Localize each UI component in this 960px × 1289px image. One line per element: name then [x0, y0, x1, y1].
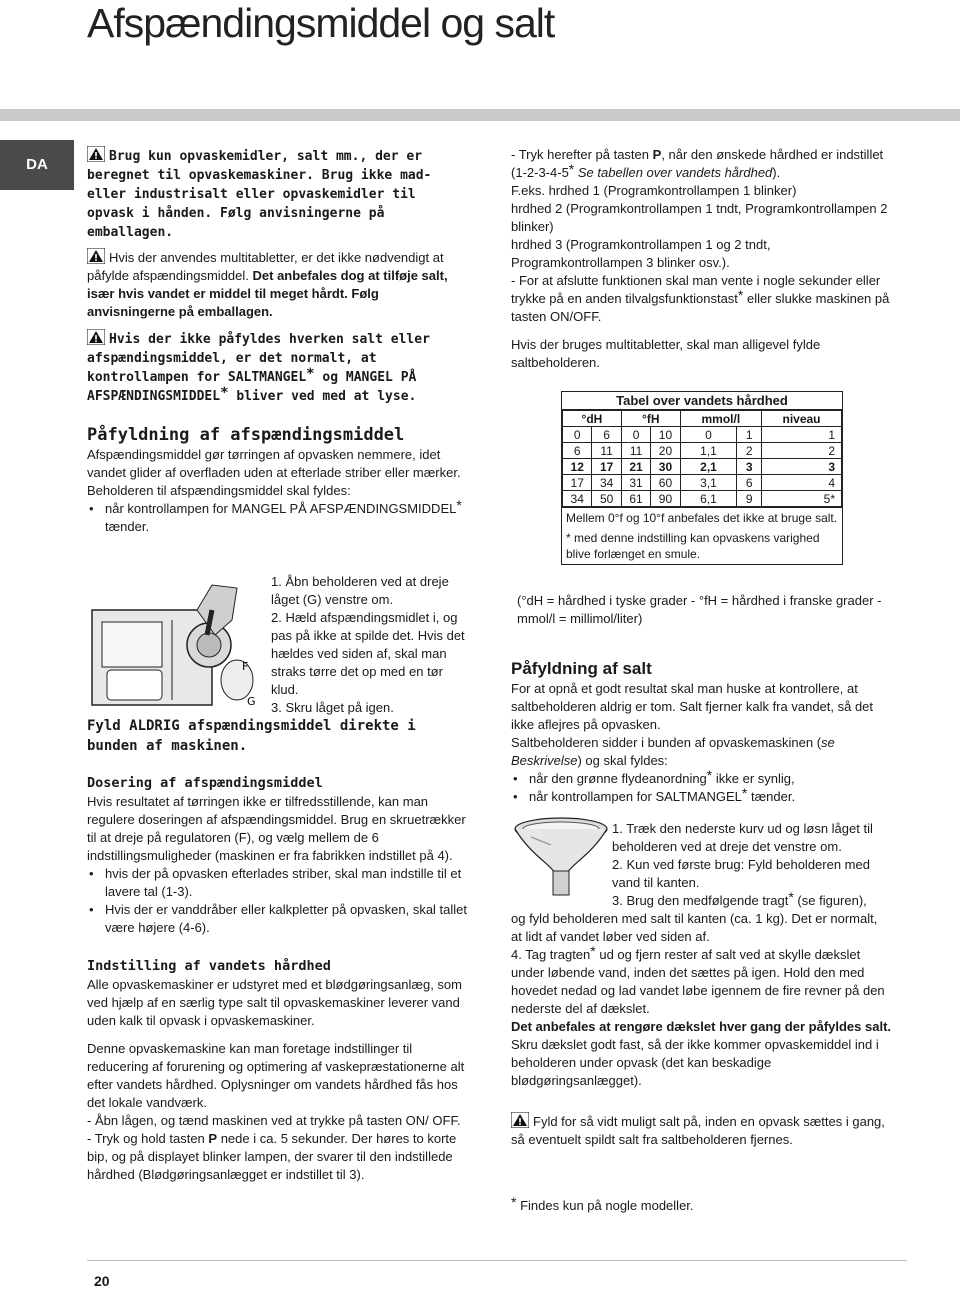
table-cell: 6,1	[680, 491, 737, 507]
table-cell: 11	[592, 443, 621, 459]
rinse-intro: Afspændingsmiddel gør tørringen af opvasken nemmere, idet vandet glider af overfladen uden at efterlade striber eller mærker.	[87, 447, 461, 480]
salt-intro: For at opnå et godt resultat skal man huske at kontrollere, at saltbeholderen aldrig er tom. Salt fjerner kalk fra vandet, så det ikke aflejres på opvasken.	[511, 681, 874, 732]
salt-bullet-b: ikke er synlig,	[715, 771, 795, 786]
table-title: Tabel over vandets hårdhed	[562, 392, 842, 410]
salt-recommendation: Det anbefales at rengøre dækslet hver gang der påfyldes salt.	[511, 1019, 892, 1034]
asterisk: *	[590, 943, 596, 959]
table-cell: 0	[621, 427, 650, 443]
table-cell: 90	[651, 491, 680, 507]
table-row	[563, 459, 842, 475]
example-2: hrdhed 2 (Programkontrollampen 1 tndt, Programkontrollampen 2 blinker)	[511, 201, 888, 234]
funnel-figure	[511, 815, 611, 900]
asterisk: *	[568, 161, 575, 177]
table-header: niveau	[761, 411, 841, 427]
table-cell: 1	[761, 427, 841, 443]
warning-icon	[87, 248, 105, 264]
page-title: Afspændingsmiddel og salt	[87, 0, 555, 46]
table-row	[563, 427, 842, 443]
salt-location-italic: se Beskrivelse	[511, 735, 835, 768]
salt-location-a: Saltbeholderen sidder i bunden af opvaskemaskinen (	[511, 735, 822, 750]
finish-function	[511, 272, 891, 326]
hardness-confirm	[511, 146, 891, 182]
heading-rinse-aid: Påfyldning af afspændingsmiddel	[87, 425, 405, 445]
table-cell: 2	[737, 443, 762, 459]
warning-salt	[511, 1112, 891, 1149]
hardness-p4-b: nede i ca. 5 sekunder. Der høres to korte bip, og på displayet blinker lampen, der svarer til den indstillede hårdhed (Blødgøringsanlægget er indstillet til 3).	[87, 1131, 457, 1182]
right-column-lower	[511, 592, 891, 1215]
warning-lamps-b: og MANGEL PÅ AFSPÆNDINGSMIDDEL	[87, 370, 417, 404]
asterisk: *	[706, 767, 713, 783]
salt-bullet-d: tænder.	[750, 789, 796, 804]
salt-steps	[612, 820, 891, 910]
warning-multitabs-text: Hvis der anvendes multitabletter, er det ikke nødvendigt at påfylde afspændingsmiddel.	[87, 250, 444, 283]
table-cell: 9	[737, 491, 762, 507]
left-column-lower	[87, 716, 467, 1184]
warning-lamps-c: bliver ved med at lyse.	[236, 389, 417, 404]
never-warning: Fyld ALDRIG afspændingsmiddel direkte i bunden af maskinen.	[87, 718, 416, 754]
table-cell: 17	[563, 475, 592, 491]
hardness-p1: Alle opvaskemaskiner er udstyret med et blødgøringsanlæg, som ved hjælp af en særlig type salt til opvaskemaskiner leverer vand uden kalk til opvask i opvaskemaskiner.	[87, 977, 462, 1028]
table-cell: 0	[680, 427, 737, 443]
table-cell: 20	[651, 443, 680, 459]
salt-location	[511, 734, 891, 770]
table-cell: 11	[621, 443, 650, 459]
rinse-bullet-b: tænder.	[105, 519, 150, 534]
salt-screw-note: Skru dækslet godt fast, så der ikke kommer opvaskemiddel ind i beholderen under opvask (det kan beskadige blødgøringsanlægget).	[511, 1037, 879, 1088]
table-header: °fH	[621, 411, 680, 427]
hardness-p4	[87, 1130, 467, 1184]
asterisk: *	[737, 287, 744, 303]
warning-salt-text: Fyld for så vidt muligt salt på, inden en opvask sættes i gang, så eventuelt spildt salt fra saltbeholderen fjernes.	[511, 1114, 885, 1147]
table-cell: 34	[592, 475, 621, 491]
asterisk: *	[456, 497, 462, 513]
rinse-bullet-a: når kontrollampen for MANGEL PÅ AFSPÆNDINGSMIDDEL	[105, 501, 457, 516]
salt-step-4	[511, 943, 891, 1018]
table-row	[563, 443, 842, 459]
hardness-p4-a: - Tryk og hold tasten	[87, 1131, 205, 1146]
table-header: mmol/l	[680, 411, 761, 427]
example-3: hrdhed 3 (Programkontrollampen 1 og 2 tndt, Programkontrollampen 3 blinker osv.).	[511, 237, 771, 270]
salt-list	[511, 767, 891, 806]
table-cell: 12	[563, 459, 592, 475]
table-cell: 1	[737, 427, 762, 443]
salt-step-3-b: (se figuren),	[797, 893, 867, 908]
warning-icon	[87, 146, 105, 162]
footer-rule	[87, 1260, 907, 1261]
language-tab: DA	[0, 140, 74, 190]
salt-step-4-a: 4. Tag tragten	[511, 947, 591, 962]
table-cell: 3,1	[680, 475, 737, 491]
list-item: • hvis der på opvasken efterlades striber, skal man indstille til et lavere tal (1-3).	[87, 865, 467, 901]
confirm-c: ).	[772, 165, 781, 180]
table-cell: 4	[761, 475, 841, 491]
table-cell: 50	[592, 491, 621, 507]
table-cell: 34	[563, 491, 592, 507]
table-row	[563, 491, 842, 507]
table-cell: 31	[621, 475, 650, 491]
salt-step-2: 2. Kun ved første brug: Fyld beholderen med vand til kanten.	[612, 857, 870, 890]
heading-dosage: Dosering af afspændingsmiddel	[87, 775, 323, 791]
table-cell: 10	[651, 427, 680, 443]
table-header-row	[563, 411, 842, 427]
warning-multitabs-bold: Det anbefales dog at tilføje salt, især hvis vandet er middel til meget hårdt. Følg anvisningerne på emballagen.	[87, 268, 448, 319]
page-number: 20	[94, 1273, 110, 1289]
table-row	[563, 475, 842, 491]
table-cell: 3	[737, 459, 762, 475]
hardness-table	[561, 391, 843, 565]
dosage-list	[87, 865, 467, 937]
table-cell: 17	[592, 459, 621, 475]
salt-bullet-c: når kontrollampen for SALTMANGEL	[529, 789, 742, 804]
rinse-step-1: 1. Åbn beholderen ved at dreje låget (G) venstre om.	[271, 574, 449, 607]
asterisk: *	[511, 1194, 517, 1210]
rinse-fill-when: Beholderen til afspændingsmiddel skal fyldes:	[87, 483, 351, 498]
rinse-list	[87, 497, 467, 536]
header-band	[0, 109, 960, 121]
heading-hardness: Indstilling af vandets hårdhed	[87, 958, 331, 974]
warning-icon	[87, 329, 105, 345]
confirm-italic: Se tabellen over vandets hårdhed	[577, 165, 773, 180]
footnote	[511, 1194, 891, 1215]
asterisk: *	[220, 385, 229, 401]
label-f: F	[242, 660, 249, 673]
table-cell: 21	[621, 459, 650, 475]
table-cell: 1,1	[680, 443, 737, 459]
salt-step-3-a: 3. Brug den medfølgende tragt	[612, 893, 789, 908]
warning-icon	[511, 1112, 529, 1128]
list-item: • Hvis der er vanddråber eller kalkpletter på opvasken, skal tallet være højere (4-6).	[87, 901, 467, 937]
warning-detergents-text: Brug kun opvaskemidler, salt mm., der er beregnet til opvaskemaskiner. Brug ikke mad- eller industrisalt eller opvaskemidler til opvask i hånden. Følg anvisningerne på emballagen.	[87, 149, 432, 240]
dosage-text: Hvis resultatet af tørringen ikke er tilfredsstillende, kan man regulere doseringen af afspændingsmiddel. Brug en skruetrækker til at dreje på regulatoren (F), og vælg mellem de 6 indstillingsmuligheder (maskinen er fra fabrikken indstillet på 4).	[87, 794, 466, 863]
table-cell: 5*	[761, 491, 841, 507]
rinse-dispenser-figure	[87, 580, 267, 715]
table-cell: 2,1	[680, 459, 737, 475]
salt-location-b: ) og skal fyldes:	[577, 753, 668, 768]
table-cell: 60	[651, 475, 680, 491]
salt-bullet-a: når den grønne flydeanordning	[529, 771, 707, 786]
right-column	[511, 146, 891, 372]
warning-multitabs	[87, 248, 467, 321]
footnote-text: Findes kun på nogle modeller.	[520, 1198, 694, 1213]
key-p: P	[652, 147, 662, 162]
warning-lamps	[87, 329, 467, 406]
example-1: F.eks. hrdhed 1 (Programkontrollampen 1 blinker)	[511, 183, 797, 198]
salt-step-1: 1. Træk den nederste kurv ud og løsn låget til beholderen ved at dreje det venstre om.	[612, 821, 873, 854]
table-cell: 6	[563, 443, 592, 459]
label-g: G	[247, 695, 256, 708]
table-cell: 61	[621, 491, 650, 507]
hardness-grid	[562, 410, 842, 507]
table-cell: 6	[592, 427, 621, 443]
table-cell: 6	[737, 475, 762, 491]
warning-detergents	[87, 146, 467, 242]
table-cell: 0	[563, 427, 592, 443]
heading-salt: Påfyldning af salt	[511, 659, 652, 678]
table-cell: 3	[761, 459, 841, 475]
finish-a: - For at afslutte funktionen skal man vente i nogle sekunder eller trykke på en anden tilvalgsfunktionstast	[511, 273, 881, 306]
table-cell: 30	[651, 459, 680, 475]
list-item	[511, 785, 891, 806]
confirm-b: , når den ønskede hårdhed er indstillet (1-2-3-4-5	[511, 147, 884, 180]
salt-step-3-cont: og fyld beholderen med salt til kanten (ca. 1 kg). Det er normalt, at lidt af vandet løber ved siden af.	[511, 911, 878, 944]
rinse-step-2: 2. Hæld afspændingsmidlet i, og pas på ikke at spilde det. Hvis det hældes ved siden af, skal man straks tørre det op med en tør klud.	[271, 610, 465, 697]
hardness-p3: - Åbn lågen, og tænd maskinen ved at trykke på tasten ON/ OFF.	[87, 1113, 461, 1128]
units-note: (°dH = hårdhed i tyske grader - °fH = hårdhed i franske grader - mmol/l = millimol/liter)	[517, 593, 882, 626]
table-notes	[562, 507, 842, 564]
list-item	[511, 767, 891, 788]
asterisk: *	[788, 889, 794, 905]
asterisk: *	[741, 785, 748, 801]
finish-b: eller slukke maskinen på tasten ON/OFF.	[511, 291, 890, 324]
hardness-p2: Denne opvaskemaskine kan man foretage indstillinger til reducering af forurening og optimering af vaskepræstationerne alt efter vandets hårdhed. Oplysninger om vandets hårdhed fås hos det lokale vandværk.	[87, 1041, 465, 1110]
rinse-steps	[271, 573, 467, 717]
warning-lamps-a: Hvis der ikke påfyldes hverken salt eller afspændingsmiddel, er det normalt, at kontrollampen for SALTMANGEL	[87, 332, 430, 385]
list-item	[87, 497, 467, 536]
left-column	[87, 146, 467, 536]
table-note-2: * med denne indstilling kan opvaskens varighed blive forlænget en smule.	[566, 531, 820, 561]
rinse-step-3: 3. Skru låget på igen.	[271, 700, 394, 715]
confirm-a: - Tryk herefter på tasten	[511, 147, 650, 162]
asterisk: *	[306, 366, 315, 382]
table-cell: 2	[761, 443, 841, 459]
table-note-1: Mellem 0°f og 10°f anbefales det ikke at bruge salt.	[566, 511, 838, 525]
key-p: P	[208, 1131, 218, 1146]
salt-step-4-b: ud og fjern rester af salt ved at skylle dækslet under løbende vand, inden det sættes på igen. Hold den med hovedet nedad og lad vandet løbe igennem de fire revner på den nederste del af dækslet.	[511, 947, 885, 1016]
table-header: °dH	[563, 411, 622, 427]
multitabs-note: Hvis der bruges multitabletter, skal man alligevel fylde saltbeholderen.	[511, 337, 821, 370]
salt-step-3	[612, 889, 891, 910]
